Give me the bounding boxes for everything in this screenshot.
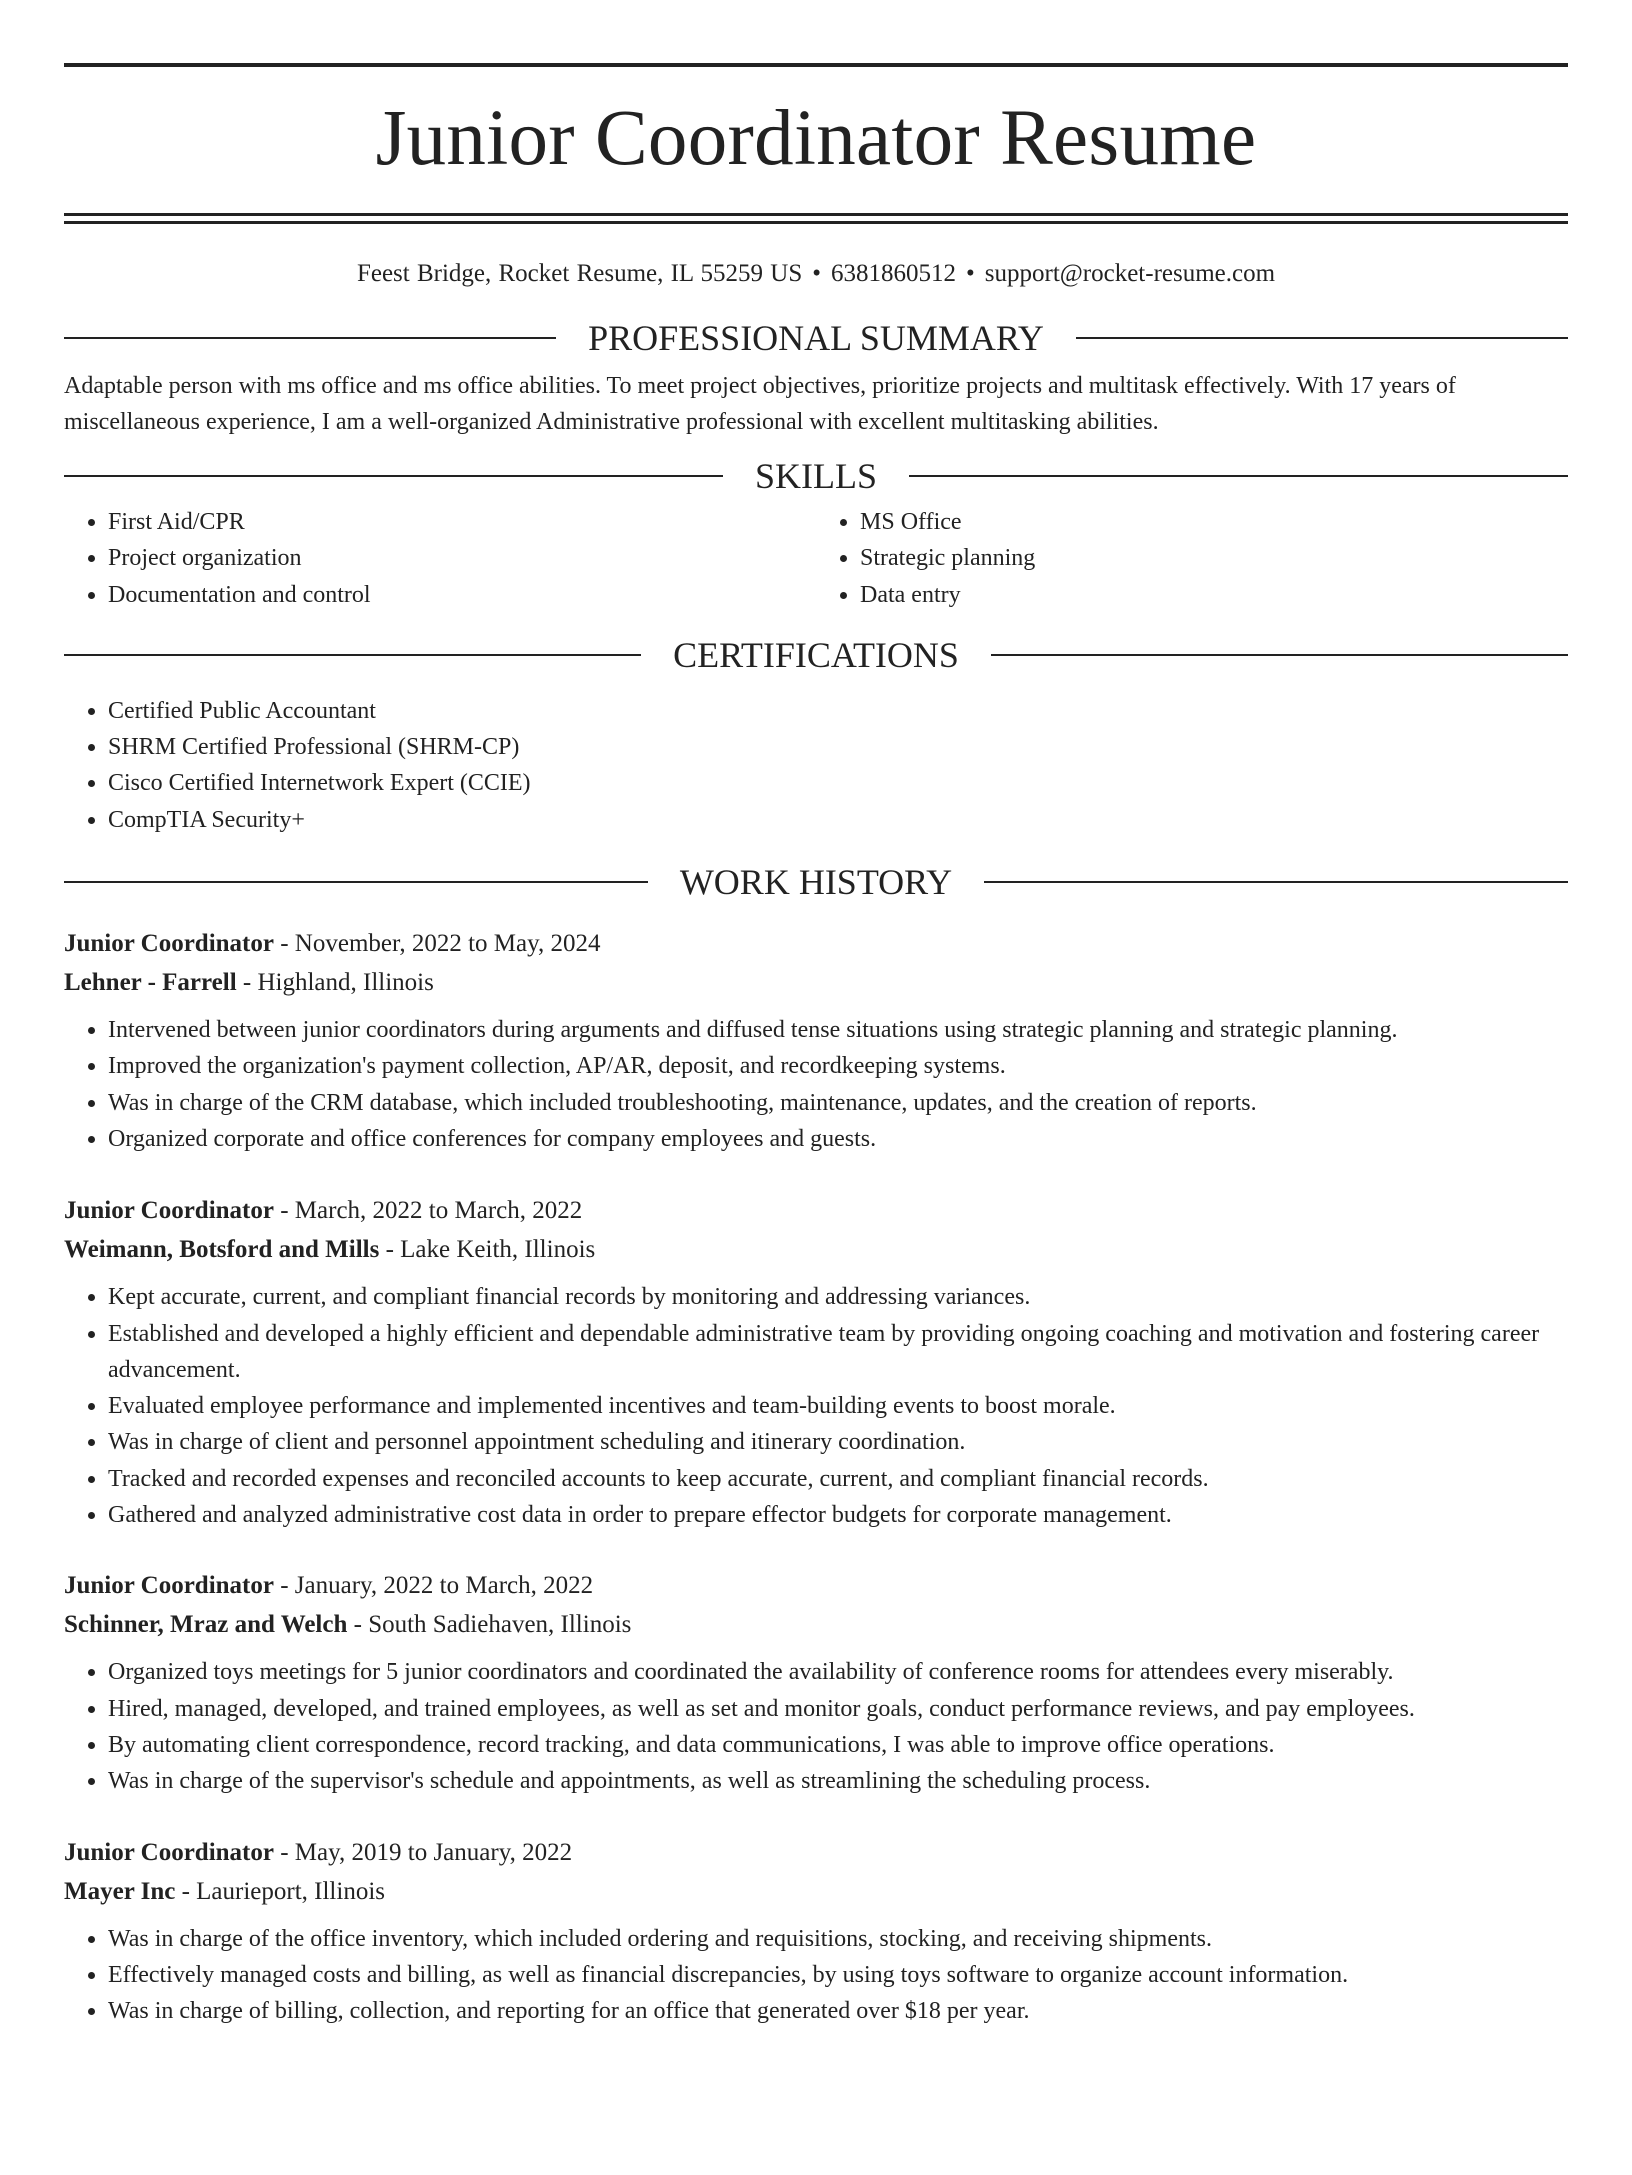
job-company-line [64,1605,1568,1644]
certification-item: • SHRM Certified Professional (SHRM-CP) [108,729,1568,765]
job-company: Schinner, Mraz and Welch [64,1611,348,1639]
job-title: Junior Coordinator [64,1838,274,1866]
skills-column-left [64,504,816,613]
job-title: Junior Coordinator [64,930,274,958]
job-entry [64,1566,1568,1799]
job-entry [64,924,1568,1157]
skills-heading [64,454,1568,498]
work-history-heading [64,860,1568,904]
job-bullet: • Effectively managed costs and billing, as well as financial discrepancies, by using toys software to organize account information. [108,1957,1568,1993]
heading-rule [1076,337,1568,339]
skill-item: • Documentation and control [108,577,816,613]
job-bullet: • By automating client correspondence, record tracking, and data communications, I was able to improve office operations. [108,1727,1568,1763]
job-bullet: • Was in charge of client and personnel appointment scheduling and itinerary coordination. [108,1424,1568,1460]
skill-item: • Strategic planning [860,540,1568,576]
job-title: Junior Coordinator [64,1197,274,1225]
heading-rule [984,881,1568,883]
job-entry [64,1833,1568,2030]
job-bullet: • Intervened between junior coordinators during arguments and diffused tense situations using strategic planning and strategic planning. [108,1012,1568,1048]
contact-separator: • [966,260,975,287]
job-location: - South Sadiehaven, Illinois [347,1611,632,1639]
contact-line [64,258,1568,290]
job-bullet: • Hired, managed, developed, and trained employees, as well as set and monitor goals, conduct performance reviews, and pay employees. [108,1691,1568,1727]
resume-page [0,63,1632,2029]
heading-rule [64,337,556,339]
job-bullets [64,1012,1568,1157]
job-bullets [64,1279,1568,1533]
job-company: Weimann, Botsford and Mills [64,1236,380,1264]
job-dates: - November, 2022 to May, 2024 [273,930,601,958]
job-company-line [64,1230,1568,1269]
job-company: Lehner - Farrell [64,969,237,997]
job-dates: - March, 2022 to March, 2022 [273,1197,583,1225]
resume-title: Junior Coordinator Resume [375,95,1257,182]
job-dates: - January, 2022 to March, 2022 [273,1572,594,1600]
job-bullet: • Improved the organization's payment collection, AP/AR, deposit, and recordkeeping systems. [108,1048,1568,1084]
job-bullet: • Kept accurate, current, and compliant financial records by monitoring and addressing variances. [108,1279,1568,1315]
job-bullet: • Organized toys meetings for 5 junior coordinators and coordinated the availability of conference rooms for attendees every miserably. [108,1654,1568,1690]
work-history-heading-label: WORK HISTORY [679,862,953,903]
skills-column-right [816,504,1568,613]
certification-item: • CompTIA Security+ [108,802,1568,838]
job-company: Mayer Inc [64,1877,176,1905]
job-bullet: • Tracked and recorded expenses and reconciled accounts to keep accurate, current, and compliant financial records. [108,1461,1568,1497]
certifications-heading [64,633,1568,677]
title-double-rule [64,213,1568,224]
skills-list [64,504,1568,613]
certification-item: • Certified Public Accountant [108,693,1568,729]
job-bullets [64,1654,1568,1799]
heading-rule [64,475,723,477]
job-dates: - May, 2019 to January, 2022 [273,1838,573,1866]
job-title-line [64,1191,1568,1230]
job-title-line [64,1566,1568,1605]
top-rule [64,63,1568,67]
heading-rule [64,881,648,883]
job-title-line [64,1833,1568,1872]
job-bullet: • Was in charge of billing, collection, and reporting for an office that generated over $18 per year. [108,1993,1568,2029]
job-entry [64,1191,1568,1533]
job-title-line [64,924,1568,963]
job-company-line [64,963,1568,1002]
job-bullet: • Was in charge of the supervisor's schedule and appointments, as well as streamlining the scheduling process. [108,1763,1568,1799]
contact-phone: 6381860512 [831,260,956,287]
job-bullet: • Evaluated employee performance and implemented incentives and team-building events to boost morale. [108,1388,1568,1424]
job-bullet: • Organized corporate and office conferences for company employees and guests. [108,1121,1568,1157]
job-bullet: • Was in charge of the CRM database, which included troubleshooting, maintenance, updates, and the creation of reports. [108,1085,1568,1121]
summary-heading [64,316,1568,360]
skills-heading-label: SKILLS [755,456,878,496]
skill-item: • First Aid/CPR [108,504,816,540]
certifications-list [64,693,1568,838]
certifications-heading-label: CERTIFICATIONS [673,634,959,675]
job-location: - Lake Keith, Illinois [379,1236,596,1264]
heading-rule [991,654,1568,656]
job-bullet: • Was in charge of the office inventory, which included ordering and requisitions, stocking, and receiving shipments. [108,1921,1568,1957]
job-company-line [64,1872,1568,1911]
job-bullet: • Established and developed a highly efficient and dependable administrative team by providing ongoing coaching and motivation and fostering career advancement. [108,1316,1568,1389]
summary-text: Adaptable person with ms office and ms office abilities. To meet project objectives, prioritize projects and multitask effectively. With 17 years of miscellaneous experience, I am a well-organized Administrative professional with excellent multitasking abilities. [64,373,1456,435]
job-title: Junior Coordinator [64,1572,274,1600]
job-location: - Laurieport, Illinois [175,1877,385,1905]
contact-address: Feest Bridge, Rocket Resume, IL 55259 US [356,260,803,287]
skill-item: • Project organization [108,540,816,576]
skill-item: • MS Office [860,504,1568,540]
contact-email: support@rocket-resume.com [984,260,1276,287]
job-bullet: • Gathered and analyzed administrative cost data in order to prepare effector budgets for corporate management. [108,1497,1568,1533]
heading-rule [909,475,1568,477]
job-bullets [64,1921,1568,2030]
certification-item: • Cisco Certified Internetwork Expert (CCIE) [108,765,1568,801]
summary-heading-label: PROFESSIONAL SUMMARY [588,318,1044,358]
heading-rule [64,654,641,656]
skill-item: • Data entry [860,577,1568,613]
job-location: - Highland, Illinois [236,969,434,997]
contact-separator: • [812,260,821,287]
